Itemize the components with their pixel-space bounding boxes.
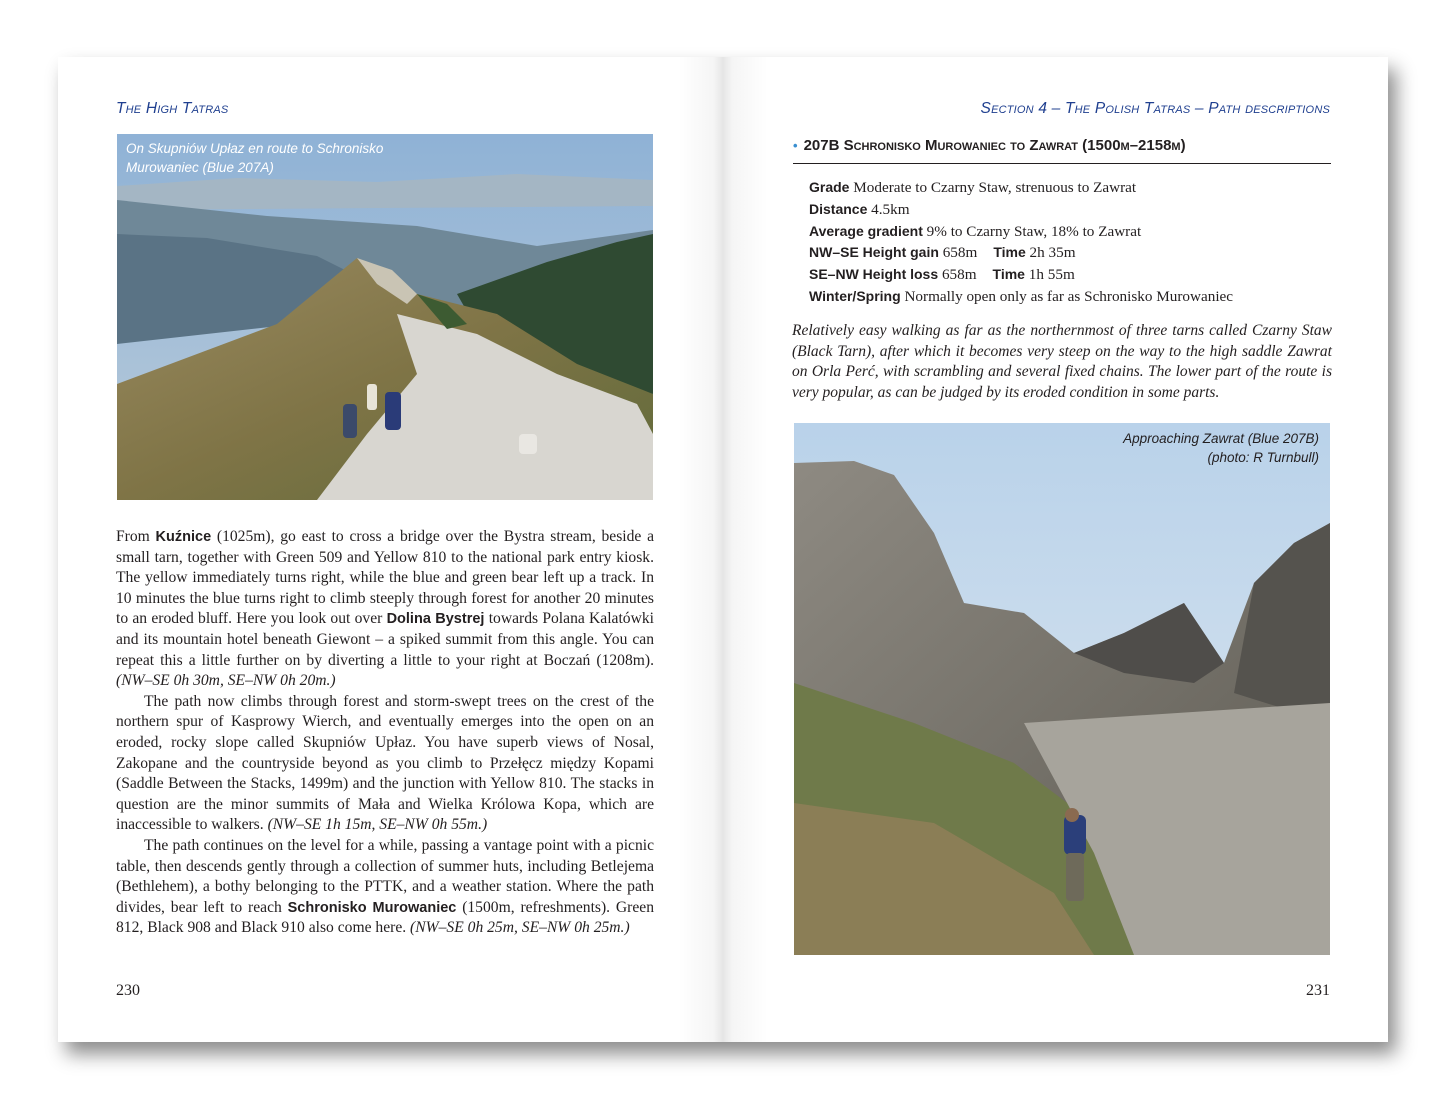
bold-place-name: Dolina Bystrej <box>386 611 485 628</box>
right-caption-line-1: Approaching Zawrat (Blue 207B) <box>1123 431 1319 446</box>
spec-grade: Grade Moderate to Czarny Staw, strenuous to Zawrat <box>809 179 1137 196</box>
text-run: The path continues on the level for a while, passing a vantage point with a picnic table, then descends gently through a collection of summer huts, including Betlejema (Bethlehem), a bothy belonging to the PTTK, and a weather station. Where the path divides, bear left to reach <box>116 836 654 916</box>
italic-timing: (NW–SE 0h 25m, SE–NW 0h 25m.) <box>410 919 630 937</box>
left-photo-skupniow-uplaz <box>117 134 653 500</box>
left-caption-line-1: On Skupniów Upłaz en route to Schronisko <box>126 141 384 156</box>
left-folio: 230 <box>116 982 140 999</box>
left-running-head: The High Tatras <box>116 100 229 117</box>
spec-height-loss: SE–NW Height loss 658m Time 1h 55m <box>809 266 1075 284</box>
route-bullet: • <box>793 138 798 153</box>
route-intro: Relatively easy walking as far as the northernmost of three tarns called Czarny Staw (Black Tarn), after which it becomes very steep on the way to the high saddle Zawrat on Orla Perć, with scrambling and several fixed chains. The lower part of the route is very popular, as can be judged by its eroded condition in some parts. <box>792 322 1332 401</box>
italic-timing: (NW–SE 1h 15m, SE–NW 0h 55m.) <box>267 816 488 834</box>
right-photo-caption <box>1123 429 1319 467</box>
body-paragraph <box>116 527 654 692</box>
spec-winter: Winter/Spring Normally open only as far as Schronisko Murowaniec <box>809 287 1234 305</box>
left-caption-line-2: Murowaniec (Blue 207A) <box>126 160 274 175</box>
bold-place-name: Schronisko Murowaniec <box>287 899 457 916</box>
text-run: From <box>116 528 156 545</box>
book-spread <box>58 57 1388 1042</box>
right-folio: 231 <box>1306 982 1330 999</box>
left-photo-caption <box>126 139 383 177</box>
left-body-text <box>116 527 654 939</box>
body-paragraph <box>116 692 654 836</box>
text-run: towards Polana Kalatówki and its mountain hotel beneath Giewont – a spiked summit from this angle. You can repeat this a little further on by diverting a little to your right at Boczań (1208m). <box>116 610 654 669</box>
right-running-head: Section 4 – The Polish Tatras – Path descriptions <box>980 100 1330 117</box>
text-run: (1500m, refreshments). Green 812, Black 908 and Black 910 also come here. <box>116 898 654 937</box>
italic-timing: (NW–SE 0h 30m, SE–NW 0h 20m.) <box>116 672 336 690</box>
text-run: The path now climbs through forest and storm-swept trees on the crest of the northern spur of Kasprowy Wierch, and eventually emerges into the open on an eroded, rocky slope called Skupniów Upłaz. You have superb views of Nosal, Zakopane and the countryside beyond as you climb to Przełęcz między Kopami (Saddle Between the Stacks, 1499m) and the junction with Yellow 810. The stacks in question are the minor summits of Mała and Wielka Królowa Kopa, which are inaccessible to walkers. <box>116 692 654 834</box>
body-paragraph <box>116 836 654 939</box>
spec-gradient: Average gradient 9% to Czarny Staw, 18% to Zawrat <box>809 222 1142 240</box>
right-photo-zawrat <box>794 423 1330 955</box>
text-run: (1025m), go east to cross a bridge over the Bystra stream, beside a small tarn, together with Green 509 and Yellow 810 to the national park entry kiosk. The yellow immediately turns right, while the blue and green bear left up a track. In 10 minutes the blue turns right to climb steeply through forest for another 20 minutes to an eroded bluff. Here you look out over <box>116 528 654 628</box>
spec-distance: Distance 4.5km <box>809 200 910 218</box>
spec-height-gain: NW–SE Height gain 658m Time 2h 35m <box>809 244 1076 262</box>
book-gutter <box>678 57 768 1042</box>
route-heading <box>793 137 1331 164</box>
right-caption-line-2: (photo: R Turnbull) <box>1207 450 1319 465</box>
bold-place-name: Kuźnice <box>155 529 212 545</box>
route-title: 207B Schronisko Murowaniec to Zawrat (1500m–2158m) <box>803 137 1186 154</box>
route-specs <box>809 177 1233 308</box>
